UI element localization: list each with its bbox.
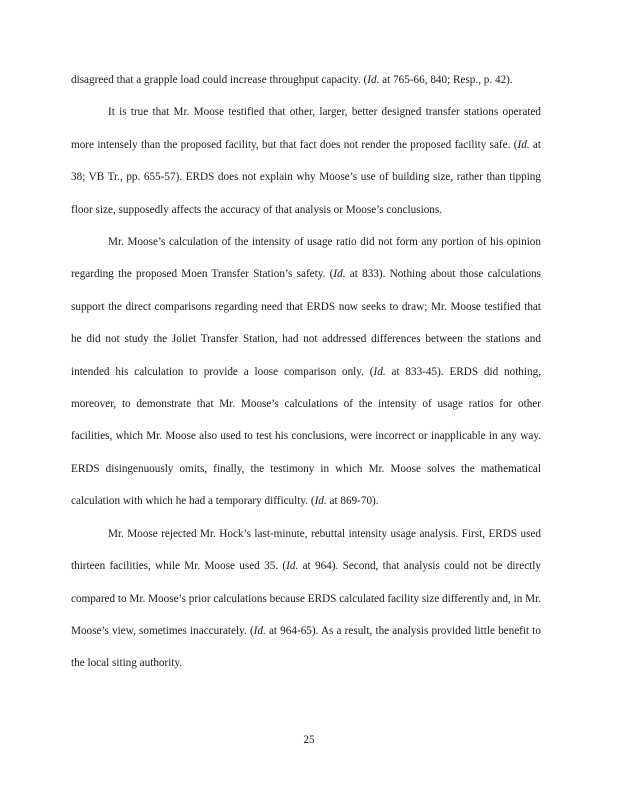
citation-id: Id. xyxy=(333,268,346,281)
page-number: 25 xyxy=(303,734,315,746)
text-segment: at 833). Nothing about those calculations support the direct comparisons regarding need that ERDS now seeks to draw; Mr. Moose testified that he did not study the Joliet Transfer Station, had not addressed differences between the stations and intended his calculation to provide a loose comparison only. ( xyxy=(71,268,542,378)
citation-id: Id. xyxy=(517,138,530,151)
citation-id: Id. xyxy=(286,560,299,573)
text-segment: Mr. Moose’s calculation of the intensity of usage ratio did not form any portion of his opinion regarding the proposed Moen Transfer Station’s safety. ( xyxy=(71,236,541,281)
text-segment: It is true that Mr. Moose testified that other, larger, better designed transfer stations operated more intensely than the proposed facility, but that fact does not render the proposed facility safe. ( xyxy=(71,106,541,151)
text-segment: at 964). Second, that analysis could not be directly compared to Mr. Moose’s prior calculations because ERDS calculated facility size differently and, in Mr. Moose’s view, sometimes inaccurately. ( xyxy=(71,560,541,637)
text-segment: disagreed that a grapple load could increase throughput capacity. ( xyxy=(71,74,368,86)
text-segment: at 964-65). As a result, the analysis provided little benefit to the local siting authority. xyxy=(71,624,541,670)
text-segment: at 38; VB Tr., pp. 655-57). ERDS does not explain why Moose’s use of building size, rather than tipping floor size, supposedly affects the accuracy of that analysis or Moose’s conclusions. xyxy=(71,138,541,216)
text-segment: at 869-70). xyxy=(326,495,379,508)
citation-id: Id. xyxy=(373,365,386,378)
citation-id: Id. xyxy=(314,495,327,508)
paragraph-4 xyxy=(71,518,541,680)
citation-id: Id. xyxy=(367,74,380,86)
paragraph-2 xyxy=(71,96,541,226)
text-segment: Mr. Moose rejected Mr. Hock’s last-minute, rebuttal intensity usage analysis. First, ERDS used thirteen facilities, while Mr. Moose used 35. ( xyxy=(71,527,541,573)
body-text xyxy=(71,64,541,680)
text-segment: at 765-66, 840; Resp., p. 42). xyxy=(379,74,513,86)
paragraph-3 xyxy=(71,226,541,518)
text-segment: at 833-45). ERDS did nothing, moreover, to demonstrate that Mr. Moose’s calculations of the intensity of usage ratios for other facilities, which Mr. Moose also used to test his conclusions, were incorrect or inapplicable in any way. ERDS disingenuously omits, finally, the testimony in which Mr. Moose solves the mathematical calculation with which he had a temporary difficulty. ( xyxy=(71,365,541,508)
paragraph-1 xyxy=(71,64,541,96)
citation-id: Id. xyxy=(253,624,266,637)
